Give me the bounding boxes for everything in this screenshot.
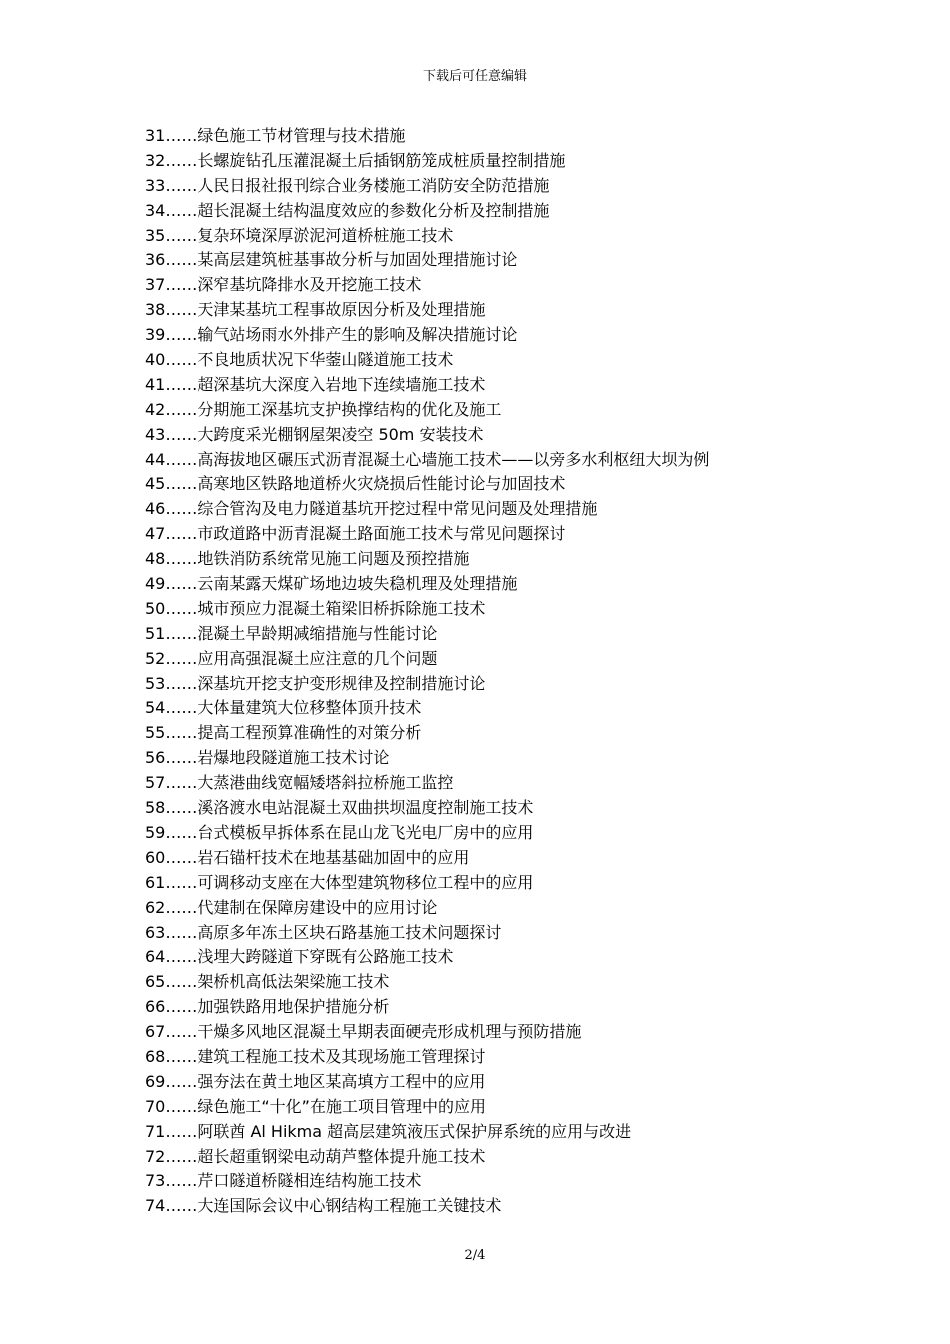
list-item: 63……高原多年冻土区块石路基施工技术问题探讨	[145, 922, 502, 942]
list-item: 60……岩石锚杆技术在地基基础加固中的应用	[145, 847, 470, 867]
list-item: 37……深窄基坑降排水及开挖施工技术	[145, 275, 422, 295]
list-item: 65……架桥机高低法架梁施工技术	[145, 972, 390, 992]
list-item: 55……提高工程预算准确性的对策分析	[145, 723, 422, 743]
list-item: 71……阿联酋 Al Hikma 超高层建筑液压式保护屏系统的应用与改进	[145, 1121, 632, 1141]
list-item: 67……干燥多风地区混凝土早期表面硬壳形成机理与预防措施	[145, 1022, 582, 1042]
list-item: 36……某高层建筑桩基事故分析与加固处理措施讨论	[145, 250, 518, 270]
list-item: 59……台式模板早拆体系在昆山龙飞光电厂房中的应用	[145, 822, 534, 842]
list-item: 54……大体量建筑大位移整体顶升技术	[145, 698, 422, 718]
list-item: 38……天津某基坑工程事故原因分析及处理措施	[145, 300, 486, 320]
list-item: 51……混凝土早龄期减缩措施与性能讨论	[145, 623, 438, 643]
list-item: 64……浅埋大跨隧道下穿既有公路施工技术	[145, 947, 454, 967]
list-item: 53……深基坑开挖支护变形规律及控制措施讨论	[145, 673, 486, 693]
list-item: 47……市政道路中沥青混凝土路面施工技术与常见问题探讨	[145, 524, 566, 544]
list-item: 68……建筑工程施工技术及其现场施工管理探讨	[145, 1046, 486, 1066]
list-item: 70……绿色施工“十化”在施工项目管理中的应用	[145, 1096, 486, 1116]
list-item: 32……长螺旋钻孔压灌混凝土后插钢筋笼成桩质量控制措施	[145, 150, 566, 170]
list-item: 69……强夯法在黄土地区某高填方工程中的应用	[145, 1071, 486, 1091]
list-item: 34……超长混凝土结构温度效应的参数化分析及控制措施	[145, 200, 550, 220]
page-header: 下载后可任意编辑	[422, 69, 527, 84]
list-item: 50……城市预应力混凝土箱梁旧桥拆除施工技术	[145, 598, 486, 618]
list-item: 56……岩爆地段隧道施工技术讨论	[145, 748, 390, 768]
list-item: 48……地铁消防系统常见施工问题及预控措施	[145, 549, 470, 569]
list-item: 72……超长超重钢梁电动葫芦整体提升施工技术	[145, 1146, 486, 1166]
list-item: 43……大跨度采光棚钢屋架凌空 50m 安装技术	[145, 424, 484, 444]
list-item: 74……大连国际会议中心钢结构工程施工关键技术	[145, 1196, 502, 1216]
list-item: 41……超深基坑大深度入岩地下连续墙施工技术	[145, 374, 486, 394]
list-item: 52……应用高强混凝土应注意的几个问题	[145, 648, 438, 668]
list-item: 46……综合管沟及电力隧道基坑开挖过程中常见问题及处理措施	[145, 499, 598, 519]
list-item: 33……人民日报社报刊综合业务楼施工消防安全防范措施	[145, 175, 550, 195]
list-item: 40……不良地质状况下华蓥山隧道施工技术	[145, 350, 454, 370]
list-item: 61……可调移动支座在大体型建筑物移位工程中的应用	[145, 872, 534, 892]
list-item: 66……加强铁路用地保护措施分析	[145, 997, 390, 1017]
list-item: 42……分期施工深基坑支护换撑结构的优化及施工	[145, 399, 502, 419]
list-item: 57……大蒸港曲线宽幅矮塔斜拉桥施工监控	[145, 773, 454, 793]
list-item: 62……代建制在保障房建设中的应用讨论	[145, 897, 438, 917]
list-item: 44……高海拔地区碾压式沥青混凝土心墙施工技术——以旁多水利枢纽大坝为例	[145, 449, 710, 469]
list-item: 31……绿色施工节材管理与技术措施	[145, 126, 406, 145]
list-item: 73……芹口隧道桥隧相连结构施工技术	[145, 1171, 422, 1191]
page-number: 2/4	[464, 1248, 486, 1263]
article-list	[145, 124, 925, 1219]
list-item: 49……云南某露天煤矿场地边坡失稳机理及处理措施	[145, 574, 518, 594]
list-item: 58……溪洛渡水电站混凝土双曲拱坝温度控制施工技术	[145, 798, 534, 818]
list-item: 45……高寒地区铁路地道桥火灾烧损后性能讨论与加固技术	[145, 474, 566, 494]
list-item: 39……输气站场雨水外排产生的影响及解决措施讨论	[145, 325, 518, 345]
list-item: 35……复杂环境深厚淤泥河道桥桩施工技术	[145, 225, 454, 245]
